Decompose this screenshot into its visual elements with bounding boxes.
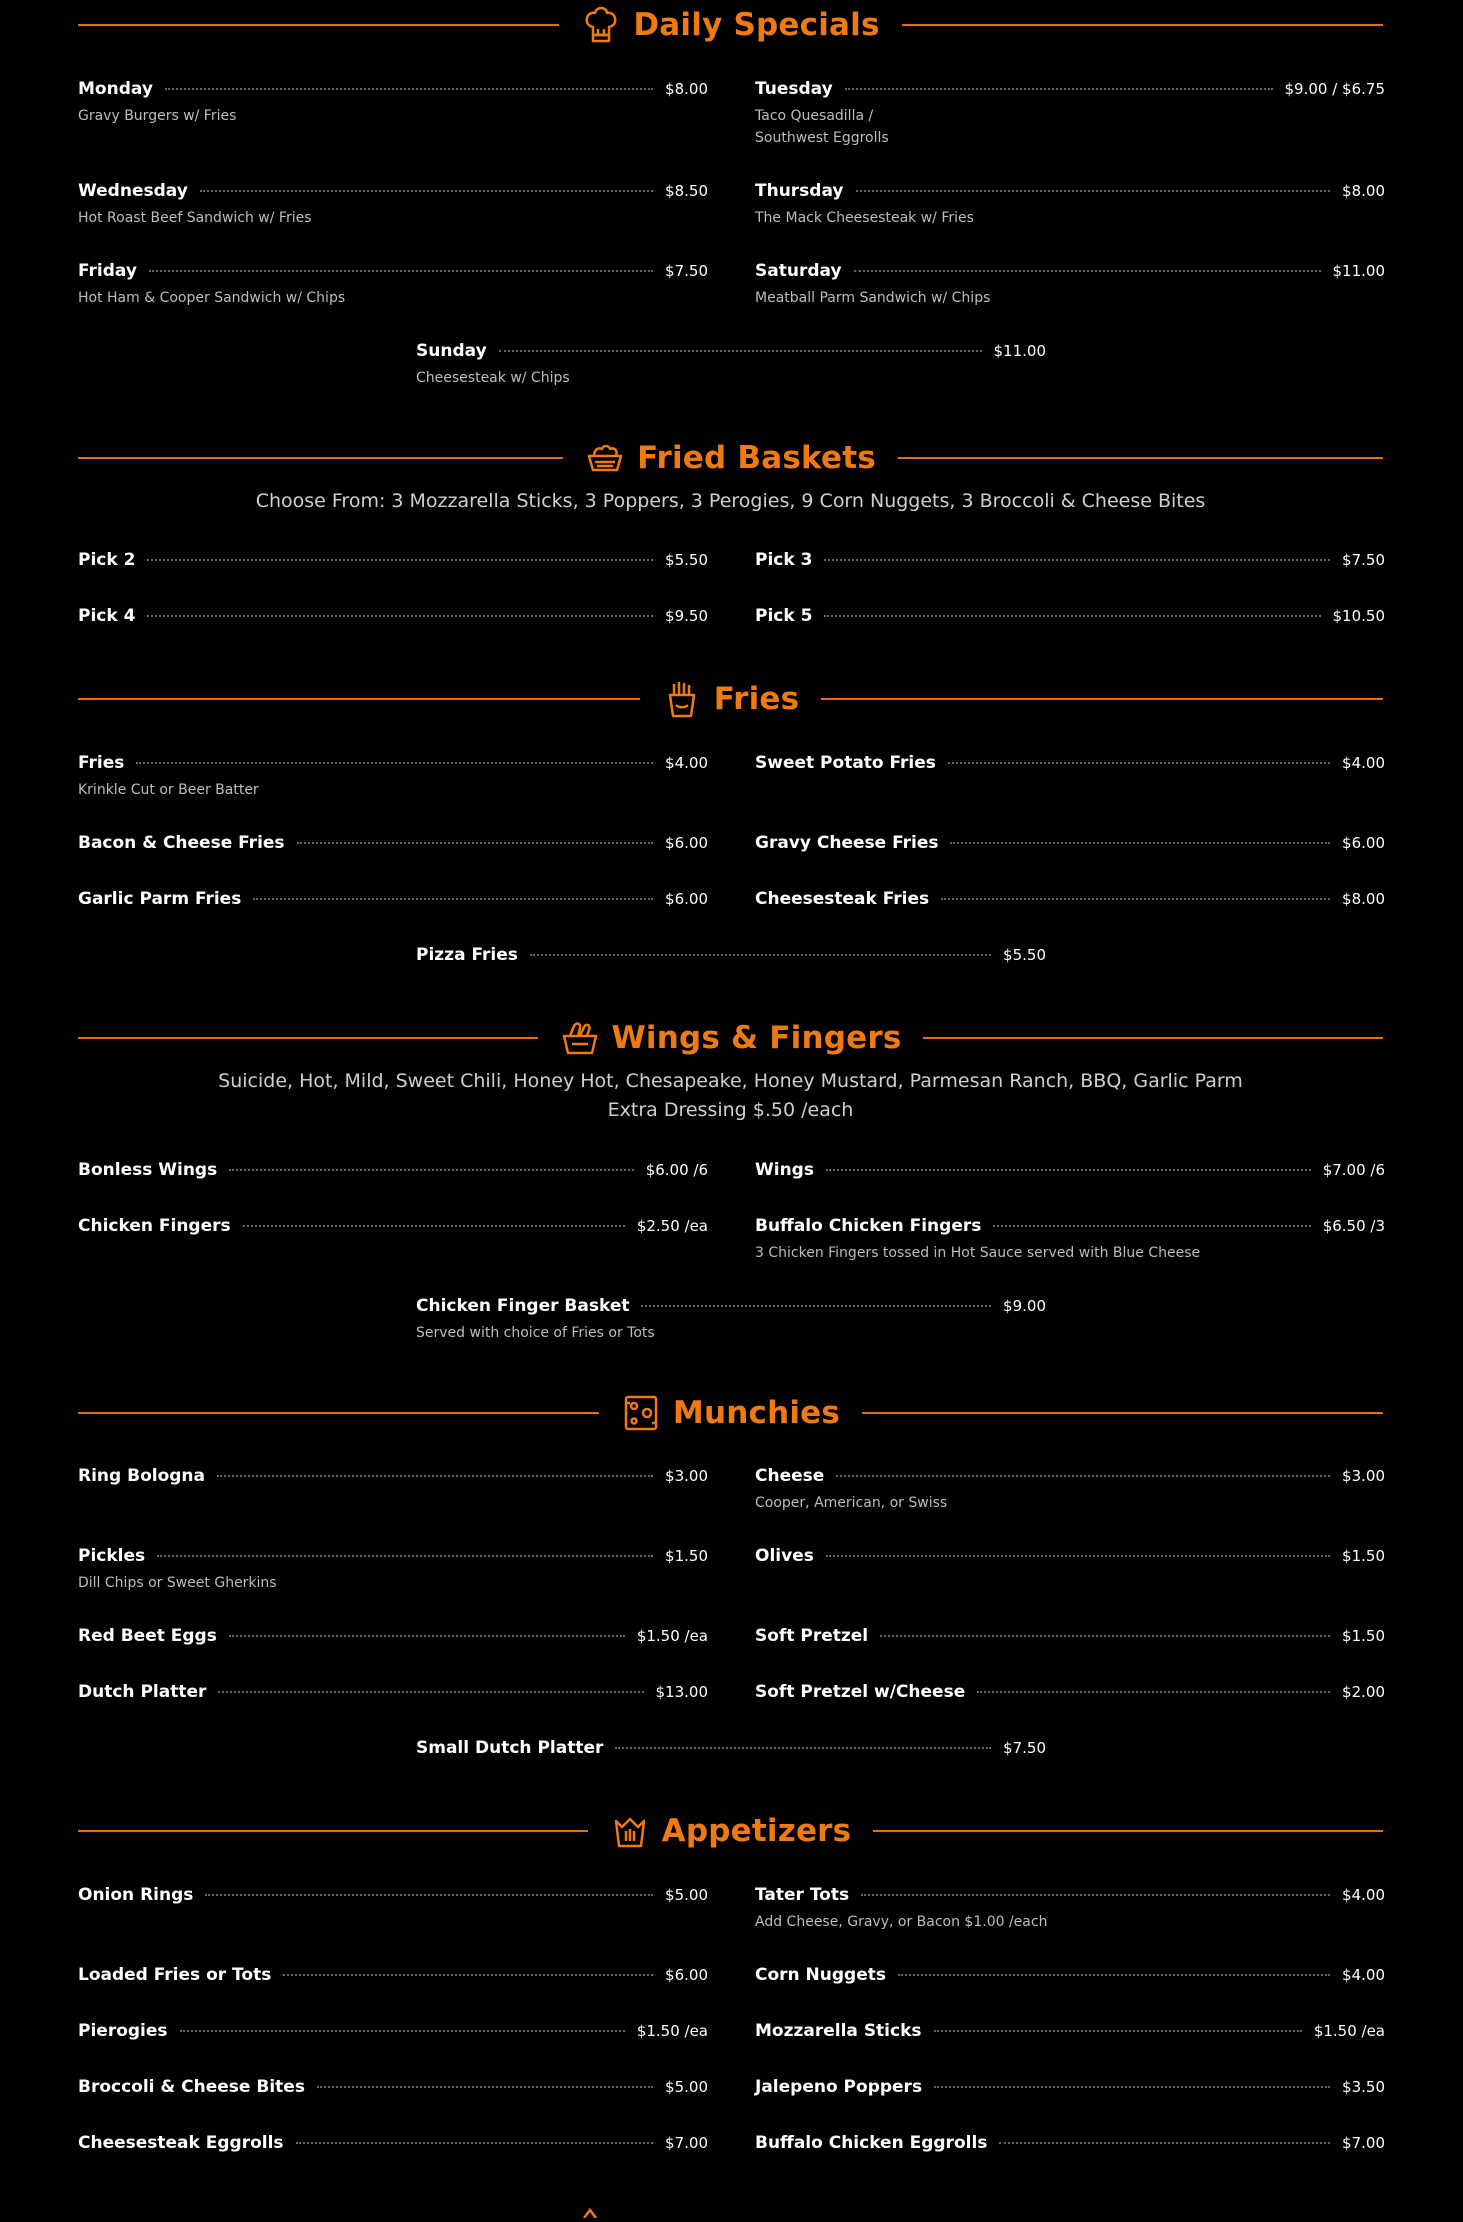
item-price: $6.00 (665, 834, 708, 852)
item-price: $4.00 (1342, 1966, 1385, 1984)
menu-item-monday (78, 79, 708, 127)
item-description: Cheesesteak w/ Chips (416, 370, 570, 386)
item-name: Broccoli & Cheese Bites (78, 2077, 305, 2097)
item-price: $6.00 (665, 890, 708, 908)
munchies-section (78, 1388, 1383, 1438)
item-name: Cheesesteak Fries (755, 889, 930, 909)
item-price: $5.00 (665, 2078, 708, 2096)
section-title: Fried Baskets (637, 440, 876, 476)
fries-container-icon (610, 1811, 650, 1851)
item-name: Olives (755, 1546, 814, 1566)
item-price: $11.00 (1332, 262, 1385, 280)
section-header (78, 1806, 1383, 1856)
section-header (78, 674, 1383, 724)
item-description: Hot Roast Beef Sandwich w/ Fries (78, 210, 312, 226)
item-price: $5.00 (665, 1886, 708, 1904)
item-price: $2.00 (1342, 1683, 1385, 1701)
item-name: Chicken Finger Basket (416, 1296, 630, 1316)
menu-item-dutch-platter (78, 1682, 708, 1702)
item-price: $1.50 (1342, 1547, 1385, 1565)
item-price: $13.00 (655, 1683, 708, 1701)
menu-item-bacon-cheese-fries (78, 833, 708, 853)
item-name: Pizza Fries (416, 945, 518, 965)
item-name: Thursday (755, 181, 844, 201)
item-name: Tuesday (755, 79, 833, 99)
item-name: Chicken Fingers (78, 1216, 231, 1236)
item-name: Ring Bologna (78, 1466, 205, 1486)
menu-item-garlic-parm-fries (78, 889, 708, 909)
item-name: Pick 2 (78, 550, 136, 570)
section-title: Wings & Fingers (611, 1020, 902, 1056)
item-price: $3.50 (1342, 2078, 1385, 2096)
menu-item-pierogies (78, 2021, 708, 2041)
wings-basket-icon (560, 1018, 600, 1058)
menu-item-tater-tots (755, 1885, 1385, 1933)
item-price: $8.00 (665, 80, 708, 98)
menu-item-gravy-cheese-fries (755, 833, 1385, 853)
item-price: $7.00 (1342, 2134, 1385, 2152)
item-description: Hot Ham & Cooper Sandwich w/ Chips (78, 290, 346, 306)
item-name: Garlic Parm Fries (78, 889, 242, 909)
menu-item-buffalo-chicken-fingers (755, 1216, 1385, 1264)
menu-item-tuesday (755, 79, 1385, 149)
item-name: Friday (78, 261, 137, 281)
menu-item-pickles (78, 1546, 708, 1594)
section-subtitle: Suicide, Hot, Mild, Sweet Chili, Honey Hot, Chesapeake, Honey Mustard, Parmesan Ranch, BBQ, Garlic Parm (218, 1070, 1243, 1092)
item-name: Corn Nuggets (755, 1965, 887, 1985)
menu-item-small-dutch-platter (416, 1738, 1046, 1758)
menu-item-red-beet-eggs (78, 1626, 708, 1646)
item-name: Buffalo Chicken Eggrolls (755, 2133, 988, 2153)
section-title: Munchies (672, 1395, 841, 1431)
item-name: Onion Rings (78, 1885, 194, 1905)
menu-item-mozzarella-sticks (755, 2021, 1385, 2041)
menu-item-olives (755, 1546, 1385, 1566)
next-section-icon-partial (582, 2203, 598, 2213)
section-header (78, 433, 1383, 483)
item-name: Pierogies (78, 2021, 168, 2041)
menu-item-wings (755, 1160, 1385, 1180)
menu-item-cheese (755, 1466, 1385, 1514)
item-name: Sweet Potato Fries (755, 753, 936, 773)
menu-item-sweet-potato-fries (755, 753, 1385, 773)
wings-fingers-section (78, 1013, 1383, 1125)
item-name: Loaded Fries or Tots (78, 1965, 272, 1985)
section-subtitle-extra: Extra Dressing $.50 /each (607, 1099, 854, 1121)
item-name: Mozzarella Sticks (755, 2021, 922, 2041)
item-name: Red Beet Eggs (78, 1626, 217, 1646)
menu-item-pizza-fries (416, 945, 1046, 965)
item-name: Wings (755, 1160, 814, 1180)
fried-baskets-section (78, 433, 1383, 516)
item-price: $7.50 (665, 262, 708, 280)
item-name: Bacon & Cheese Fries (78, 833, 285, 853)
item-price: $9.00 (1003, 1297, 1046, 1315)
item-name: Jalepeno Poppers (755, 2077, 923, 2097)
item-price: $4.00 (665, 754, 708, 772)
item-price: $4.00 (1342, 1886, 1385, 1904)
section-header (78, 0, 1383, 50)
item-name: Wednesday (78, 181, 188, 201)
menu-item-friday (78, 261, 708, 309)
item-name: Monday (78, 79, 153, 99)
item-name: Dutch Platter (78, 1682, 207, 1702)
fries-section (78, 674, 1383, 724)
item-description: Cooper, American, or Swiss (755, 1495, 948, 1511)
item-price: $1.50 /ea (1313, 2022, 1385, 2040)
item-price: $3.00 (1342, 1467, 1385, 1485)
menu-item-saturday (755, 261, 1385, 309)
item-description: Add Cheese, Gravy, or Bacon $1.00 /each (755, 1914, 1048, 1930)
item-name: Soft Pretzel (755, 1626, 869, 1646)
item-price: $6.00 /6 (645, 1161, 708, 1179)
item-price: $5.50 (665, 551, 708, 569)
item-name: Sunday (416, 341, 487, 361)
item-price: $7.00 /6 (1322, 1161, 1385, 1179)
menu-item-buffalo-chicken-eggrolls (755, 2133, 1385, 2153)
section-subtitle: Choose From: 3 Mozzarella Sticks, 3 Poppers, 3 Perogies, 9 Corn Nuggets, 3 Broccoli & Cheese Bites (255, 490, 1206, 512)
item-description: 3 Chicken Fingers tossed in Hot Sauce served with Blue Cheese (755, 1245, 1201, 1261)
item-price: $8.50 (665, 182, 708, 200)
menu-item-pick-3 (755, 550, 1385, 570)
menu-item-wednesday (78, 181, 708, 229)
item-name: Saturday (755, 261, 842, 281)
menu-item-bonless-wings (78, 1160, 708, 1180)
appetizers-section (78, 1806, 1383, 1856)
menu-item-broccoli-cheese-bites (78, 2077, 708, 2097)
item-price: $7.50 (1003, 1739, 1046, 1757)
menu-item-pick-2 (78, 550, 708, 570)
menu-item-corn-nuggets (755, 1965, 1385, 1985)
item-description: Gravy Burgers w/ Fries (78, 108, 237, 124)
section-header (78, 1388, 1383, 1438)
item-description: The Mack Cheesesteak w/ Fries (755, 210, 974, 226)
menu-item-fries (78, 753, 708, 801)
section-title: Daily Specials (633, 7, 880, 43)
menu-item-cheesesteak-eggrolls (78, 2133, 708, 2153)
item-price: $6.00 (665, 1966, 708, 1984)
fries-icon (662, 679, 702, 719)
item-name: Pick 5 (755, 606, 813, 626)
item-price: $1.50 /ea (636, 2022, 708, 2040)
menu-item-ring-bologna (78, 1466, 708, 1486)
item-description: Taco Quesadilla / Southwest Eggrolls (755, 108, 889, 146)
daily-specials-section (78, 0, 1383, 50)
item-price: $1.50 (665, 1547, 708, 1565)
item-name: Buffalo Chicken Fingers (755, 1216, 982, 1236)
item-price: $6.00 (1342, 834, 1385, 852)
item-price: $6.50 /3 (1322, 1217, 1385, 1235)
item-name: Pick 3 (755, 550, 813, 570)
item-price: $1.50 (1342, 1627, 1385, 1645)
item-name: Small Dutch Platter (416, 1738, 604, 1758)
basket-icon (585, 438, 625, 478)
menu-item-sunday (416, 341, 1046, 389)
item-price: $9.50 (665, 607, 708, 625)
item-price: $4.00 (1342, 754, 1385, 772)
item-price: $7.50 (1342, 551, 1385, 569)
item-name: Soft Pretzel w/Cheese (755, 1682, 966, 1702)
item-name: Pick 4 (78, 606, 136, 626)
item-price: $7.00 (665, 2134, 708, 2152)
item-name: Bonless Wings (78, 1160, 218, 1180)
item-name: Gravy Cheese Fries (755, 833, 939, 853)
item-price: $1.50 /ea (636, 1627, 708, 1645)
item-name: Cheesesteak Eggrolls (78, 2133, 284, 2153)
item-description: Served with choice of Fries or Tots (416, 1325, 655, 1341)
menu-item-pick-4 (78, 606, 708, 626)
menu-item-chicken-finger-basket (416, 1296, 1046, 1344)
section-title: Fries (713, 681, 800, 717)
cheese-icon (621, 1393, 661, 1433)
item-price: $10.50 (1332, 607, 1385, 625)
menu-item-jalepeno-poppers (755, 2077, 1385, 2097)
chef-hat-icon (581, 5, 621, 45)
item-price: $11.00 (993, 342, 1046, 360)
item-name: Pickles (78, 1546, 146, 1566)
section-header (78, 1013, 1383, 1063)
item-name: Cheese (755, 1466, 825, 1486)
item-price: $9.00 / $6.75 (1284, 80, 1385, 98)
menu-item-chicken-fingers (78, 1216, 708, 1236)
item-price: $3.00 (665, 1467, 708, 1485)
item-price: $5.50 (1003, 946, 1046, 964)
item-name: Tater Tots (755, 1885, 850, 1905)
menu-item-cheesesteak-fries (755, 889, 1385, 909)
item-name: Fries (78, 753, 125, 773)
item-price: $8.00 (1342, 890, 1385, 908)
menu-item-pick-5 (755, 606, 1385, 626)
item-description: Dill Chips or Sweet Gherkins (78, 1575, 277, 1591)
item-description: Krinkle Cut or Beer Batter (78, 782, 259, 798)
item-price: $8.00 (1342, 182, 1385, 200)
menu-item-loaded-fries-tots (78, 1965, 708, 1985)
menu-item-onion-rings (78, 1885, 708, 1905)
menu-item-thursday (755, 181, 1385, 229)
menu-item-soft-pretzel-cheese (755, 1682, 1385, 1702)
section-title: Appetizers (661, 1813, 852, 1849)
item-price: $2.50 /ea (636, 1217, 708, 1235)
menu-item-soft-pretzel (755, 1626, 1385, 1646)
item-description: Meatball Parm Sandwich w/ Chips (755, 290, 991, 306)
